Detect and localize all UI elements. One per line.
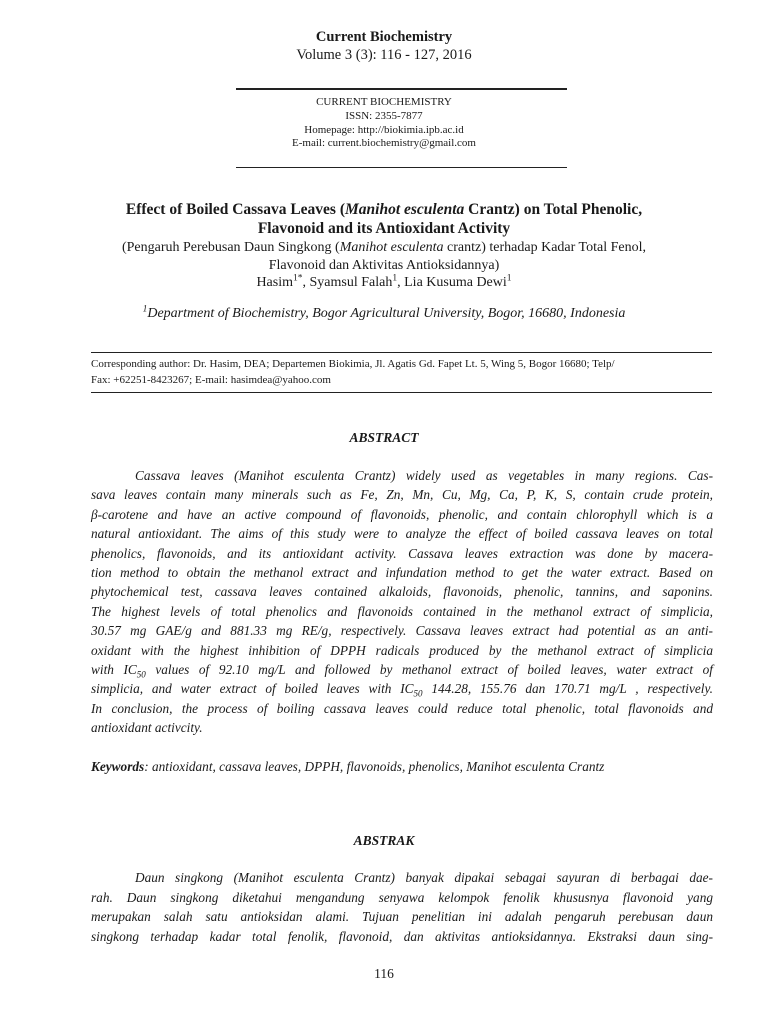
abstract-line: oxidant with the highest inhibition of DPPH radicals produced by the methanol extract of simplicia [91,642,713,658]
title-part-2: Crantz) on Total Phenolic, [464,201,643,218]
volume-info: Volume 3 (3): 116 - 127, 2016 [296,47,472,63]
title-species: Manihot esculenta [345,201,465,218]
subtitle-line-1 [60,239,708,257]
masthead-homepage: Homepage: http://biokimia.ipb.ac.id [304,123,464,136]
abstrak-line: rah. Daun singkong diketahui mengandung senyawa kelompok fenolik khususnya flavonoid yang [91,889,713,905]
abstract-line: The highest levels of total phenolics and flavonoids contained in the methanol extract of simplicia, [91,603,713,619]
masthead-bottom-rule [236,167,567,168]
author-list: Hasim$^{1*}$, Syamsul Falah$^1$, Lia Kusuma Dewi$^1$ [256,273,512,290]
abstract-line: sava leaves contain many minerals such as Fe, Zn, Mn, Cu, Mg, Ca, P, K, S, contain crude protein, [91,487,713,503]
abstract-body [91,466,713,738]
subtitle-line-2: Flavonoid dan Aktivitas Antioksidannya) [268,257,500,273]
title-line-1 [60,200,708,219]
author-name: Syamsul Falah [309,275,393,290]
masthead-journal: CURRENT BIOCHEMISTRY [316,96,452,108]
abstract-line-ic50-b [91,679,713,698]
title-line-2: Flavonoid and its Antioxidant Activity [257,220,511,237]
masthead-email: E-mail: current.biochemistry@gmail.com [292,137,476,150]
corresponding-top-rule [91,352,712,353]
abstract-line: phenolics, flavonoids, and its antioxidant activity. Cassava leaves extraction was done by macera- [91,545,713,561]
affiliation-text: Department of Biochemistry, Bogor Agricultural University, Bogor, 16680, Indonesia [147,306,626,321]
abstrak-heading: ABSTRAK [353,833,415,848]
keywords [91,759,713,775]
abstract-line: phytochemical test, cassava leaves contained alkaloids, flavonoids, phenolic, tannins, and saponins. [91,584,713,600]
ic50-subscript: 50 [136,669,146,680]
author-name: Hasim [256,275,293,290]
author-sup: 1* [293,273,303,284]
keywords-text: : antioxidant, cassava leaves, DPPH, flavonoids, phenolics, Manihot esculenta Crantz [144,759,605,774]
corresponding-bottom-rule [91,392,712,393]
masthead [0,96,768,151]
abstract-text: values of 92.10 mg/L and followed by methanol extract of boiled leaves, water extract of [145,662,713,678]
masthead-issn: ISSN: 2355-7877 [345,109,423,122]
abstract-text: with IC [91,662,137,678]
corresponding-line-1: Corresponding author: Dr. Hasim, DEA; Departemen Biokimia, Jl. Agatis Gd. Fapet Lt. 5, Wing 5, Bogor 16680; Telp/ [91,358,615,370]
corresponding-author [91,357,712,388]
page-number: 116 [374,966,394,981]
affiliation-sup: 1 [142,304,148,315]
keywords-label: Keywords [91,759,145,774]
abstract-text: simplicia, and water extract of boiled leaves with IC [91,681,414,697]
journal-name: Current Biochemistry [315,29,453,45]
abstract-line: Cassava leaves (Manihot esculenta Crantz) widely used as vegetables in many regions. Cas- [135,468,713,483]
subtitle-species: Manihot esculenta [339,240,444,255]
author-sup: 1 [392,273,398,284]
masthead-top-rule [236,88,567,90]
abstract-text: 144.28, 155.76 dan 170.71 mg/L , respectively. [422,681,713,697]
abstract-line: tion method to obtain the methanol extract and infundation method to get the water extract. Based on [91,565,713,581]
abstract-line: In conclusion, the process of boiling cassava leaves could reduce total phenolic, total flavonoids and [91,700,713,716]
affiliation [60,306,708,322]
abstrak-line: merupakan salah satu antioksidan alami. Tujuan penelitian ini adalah pengaruh perebusan daun [91,909,713,924]
abstrak-line: Daun singkong (Manihot esculenta Crantz) banyak dipakai sebagai sayuran di berbagai dae- [135,870,713,885]
abstract-line: antioxidant activcity. [91,720,203,736]
abstrak-body [91,868,713,946]
article-title [60,200,708,238]
subtitle-part-2: crantz) terhadap Kadar Total Fenol, [443,240,646,255]
article-subtitle [60,239,708,292]
abstract-line: β-carotene and have an active compound of flavonoids, phenolic, and contain chlorophyll which is a [91,506,713,522]
subtitle-part-1: (Pengaruh Perebusan Daun Singkong ( [121,240,340,255]
abstract-line: natural antioxidant. The aims of this study were to analyze the effect of boiled cassava leaves on total [91,526,713,542]
abstract-line-ic50-a [91,660,713,679]
author-name: Lia Kusuma Dewi [404,275,507,290]
title-part-1: Effect of Boiled Cassava Leaves ( [125,201,345,218]
abstrak-line: singkong terhadap kadar total fenolik, flavonoid, dan aktivitas antioksidannya. Ekstraksi daun sing- [91,928,713,944]
corresponding-line-2: Fax: +62251-8423267; E-mail: hasimdea@yahoo.com [91,373,331,386]
abstract-heading: ABSTRACT [349,430,419,445]
abstract-line: 30.57 mg GAE/g and 881.33 mg RE/g, respectively. Cassava leaves extract had potential as an anti- [91,623,713,639]
ic50-subscript: 50 [413,689,423,700]
author-sup: 1 [506,273,512,284]
